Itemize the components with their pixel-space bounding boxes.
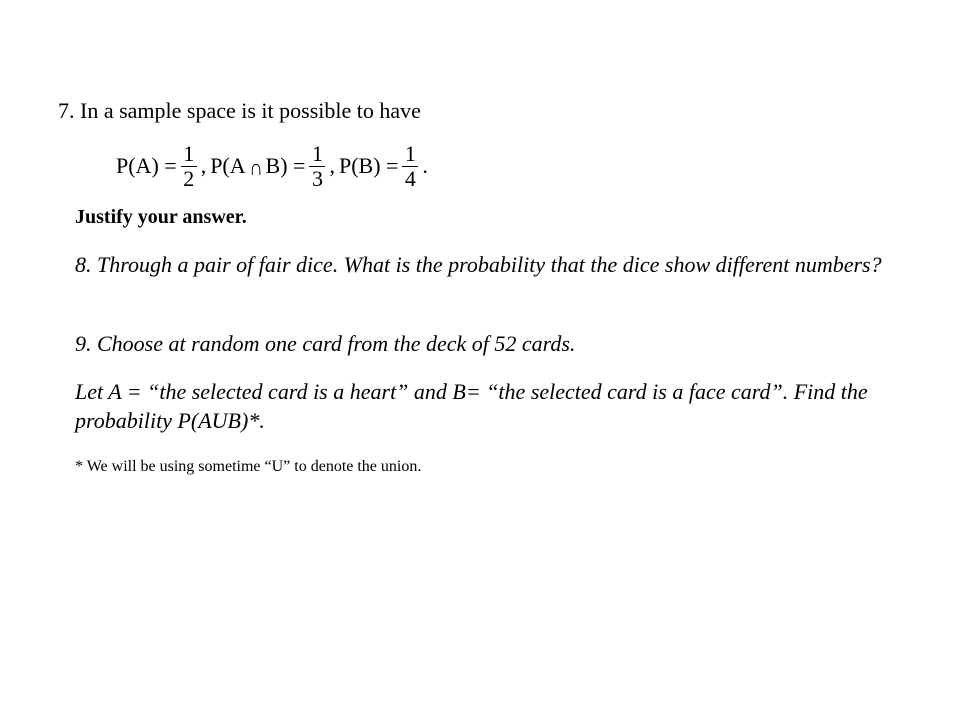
- formula-end-period: .: [422, 153, 428, 178]
- question-8-text: 8. Through a pair of fair dice. What is the probability that the dice show different numbers?: [75, 252, 882, 277]
- formula-paib-left: P(A: [210, 153, 246, 178]
- fraction-denominator: 3: [311, 165, 323, 191]
- justify-instruction: Justify your answer.: [75, 206, 247, 228]
- fraction-numerator: 1: [311, 140, 323, 166]
- formula-separator: ,: [329, 153, 335, 178]
- formula-pb-label: P(B) =: [338, 153, 399, 178]
- fraction-pb: [402, 142, 418, 191]
- fraction-denominator: 4: [404, 165, 416, 191]
- fraction-paib: [309, 142, 325, 191]
- question-9-detail: Let A = “the selected card is a heart” and B= “the selected card is a face card”. Find the probability P(AUB)*.: [75, 379, 868, 433]
- question-9-text: 9. Choose at random one card from the deck of 52 cards.: [75, 331, 576, 356]
- probability-formula: [116, 136, 428, 196]
- fraction-denominator: 2: [183, 165, 195, 191]
- fraction-numerator: 1: [404, 140, 416, 166]
- formula-separator: ,: [200, 153, 207, 178]
- fraction-pa: [181, 142, 197, 191]
- formula-pa-label: P(A) =: [116, 153, 177, 178]
- formula-paib-right: B) =: [265, 153, 306, 178]
- fraction-numerator: 1: [183, 140, 195, 166]
- union-footnote: * We will be using sometime “U” to denote the union.: [75, 458, 422, 475]
- question-7-text: 7. In a sample space is it possible to have: [58, 98, 421, 123]
- intersection-symbol: ∩: [248, 155, 263, 180]
